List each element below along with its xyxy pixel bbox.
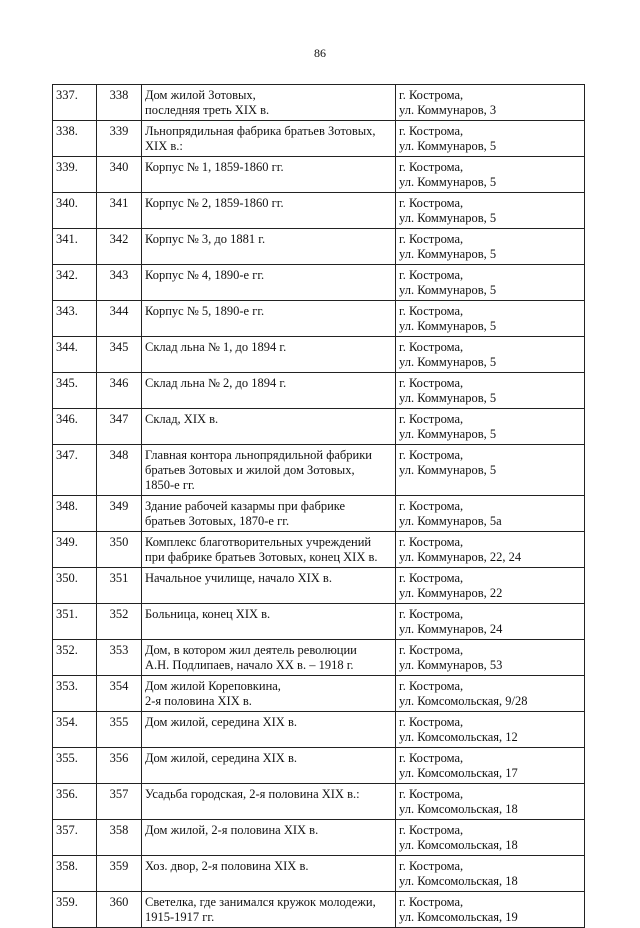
address-cell [396, 892, 585, 928]
address-line: г. Кострома, [399, 571, 464, 585]
object-name-line: Корпус № 5, 1890-е гг. [145, 304, 265, 318]
address-line: г. Кострома, [399, 160, 464, 174]
address-cell [396, 676, 585, 712]
object-id-cell: 354 [97, 676, 142, 712]
address-line: ул. Коммунаров, 22 [399, 586, 503, 600]
address-line: ул. Комсомольская, 19 [399, 910, 518, 924]
table-row [53, 856, 585, 892]
object-name-cell [142, 568, 396, 604]
address-cell [396, 640, 585, 676]
object-id-cell: 348 [97, 445, 142, 496]
address-line: г. Кострома, [399, 268, 464, 282]
object-name-cell [142, 265, 396, 301]
object-name-line: Льнопрядильная фабрика братьев Зотовых, [145, 124, 376, 138]
address-line: ул. Комсомольская, 18 [399, 874, 518, 888]
object-id-cell: 340 [97, 157, 142, 193]
table-row [53, 784, 585, 820]
row-number-cell: 358. [53, 856, 97, 892]
row-number-cell: 349. [53, 532, 97, 568]
address-line: ул. Коммунаров, 5 [399, 283, 497, 297]
row-number-cell: 345. [53, 373, 97, 409]
row-number-cell: 348. [53, 496, 97, 532]
row-number-cell: 359. [53, 892, 97, 928]
address-cell [396, 712, 585, 748]
object-id-cell: 358 [97, 820, 142, 856]
object-name-cell [142, 640, 396, 676]
row-number-cell: 343. [53, 301, 97, 337]
row-number-cell: 341. [53, 229, 97, 265]
table-row [53, 676, 585, 712]
address-line: г. Кострома, [399, 499, 464, 513]
object-name-line: Главная контора льнопрядильной фабрики [145, 448, 372, 462]
object-name-cell [142, 445, 396, 496]
address-line: ул. Комсомольская, 17 [399, 766, 518, 780]
row-number-cell: 339. [53, 157, 97, 193]
address-line: ул. Коммунаров, 5 [399, 463, 497, 477]
table-row [53, 532, 585, 568]
table-row [53, 337, 585, 373]
object-name-cell [142, 373, 396, 409]
address-line: ул. Коммунаров, 5 [399, 247, 497, 261]
object-name-cell [142, 532, 396, 568]
object-name-cell [142, 856, 396, 892]
row-number-cell: 346. [53, 409, 97, 445]
row-number-cell: 355. [53, 748, 97, 784]
table-row [53, 193, 585, 229]
object-id-cell: 349 [97, 496, 142, 532]
address-cell [396, 532, 585, 568]
address-line: г. Кострома, [399, 787, 464, 801]
object-name-cell [142, 409, 396, 445]
table-row [53, 229, 585, 265]
address-line: г. Кострома, [399, 196, 464, 210]
object-name-cell [142, 193, 396, 229]
address-line: г. Кострома, [399, 823, 464, 837]
address-line: ул. Коммунаров, 53 [399, 658, 503, 672]
object-id-cell: 353 [97, 640, 142, 676]
object-name-cell [142, 85, 396, 121]
table-row [53, 892, 585, 928]
address-cell [396, 604, 585, 640]
object-name-line: XIX в.: [145, 139, 183, 153]
address-line: ул. Коммунаров, 24 [399, 622, 503, 636]
table-row [53, 568, 585, 604]
address-line: ул. Комсомольская, 18 [399, 802, 518, 816]
row-number-cell: 344. [53, 337, 97, 373]
table-row [53, 121, 585, 157]
address-cell [396, 229, 585, 265]
row-number-cell: 338. [53, 121, 97, 157]
address-line: г. Кострома, [399, 895, 464, 909]
object-name-line: Корпус № 1, 1859-1860 гг. [145, 160, 284, 174]
object-name-cell [142, 892, 396, 928]
row-number-cell: 352. [53, 640, 97, 676]
address-line: г. Кострома, [399, 679, 464, 693]
object-id-cell: 338 [97, 85, 142, 121]
address-line: г. Кострома, [399, 124, 464, 138]
object-name-line: Хоз. двор, 2-я половина XIX в. [145, 859, 309, 873]
address-line: г. Кострома, [399, 340, 464, 354]
address-cell [396, 568, 585, 604]
object-id-cell: 356 [97, 748, 142, 784]
object-name-line: братьев Зотовых, 1870-е гг. [145, 514, 290, 528]
row-number-cell: 350. [53, 568, 97, 604]
object-id-cell: 350 [97, 532, 142, 568]
row-number-cell: 340. [53, 193, 97, 229]
object-name-cell [142, 784, 396, 820]
address-cell [396, 784, 585, 820]
row-number-cell: 354. [53, 712, 97, 748]
table-row [53, 748, 585, 784]
table-row [53, 604, 585, 640]
address-line: ул. Коммунаров, 5а [399, 514, 502, 528]
address-line: ул. Коммунаров, 5 [399, 175, 497, 189]
object-id-cell: 345 [97, 337, 142, 373]
row-number-cell: 357. [53, 820, 97, 856]
address-line: ул. Коммунаров, 5 [399, 391, 497, 405]
table-row [53, 157, 585, 193]
object-name-line: 2-я половина XIX в. [145, 694, 252, 708]
object-name-cell [142, 712, 396, 748]
address-line: ул. Комсомольская, 18 [399, 838, 518, 852]
object-name-cell [142, 604, 396, 640]
row-number-cell: 351. [53, 604, 97, 640]
object-name-line: 1915-1917 гг. [145, 910, 215, 924]
object-name-line: Дом жилой, середина XIX в. [145, 751, 297, 765]
object-name-cell [142, 748, 396, 784]
address-cell [396, 496, 585, 532]
address-line: г. Кострома, [399, 448, 464, 462]
object-id-cell: 346 [97, 373, 142, 409]
address-line: г. Кострома, [399, 304, 464, 318]
object-name-line: Склад льна № 1, до 1894 г. [145, 340, 287, 354]
object-name-cell [142, 337, 396, 373]
object-name-cell [142, 301, 396, 337]
table-row [53, 640, 585, 676]
heritage-registry-table [52, 84, 585, 928]
table-row [53, 85, 585, 121]
row-number-cell: 347. [53, 445, 97, 496]
address-line: г. Кострома, [399, 751, 464, 765]
address-cell [396, 373, 585, 409]
address-line: г. Кострома, [399, 715, 464, 729]
object-id-cell: 359 [97, 856, 142, 892]
address-cell [396, 445, 585, 496]
table-row [53, 409, 585, 445]
address-cell [396, 337, 585, 373]
address-line: г. Кострома, [399, 859, 464, 873]
address-line: ул. Комсомольская, 12 [399, 730, 518, 744]
address-line: г. Кострома, [399, 607, 464, 621]
address-cell [396, 121, 585, 157]
object-name-line: 1850-е гг. [145, 478, 195, 492]
address-line: ул. Коммунаров, 5 [399, 319, 497, 333]
object-name-line: Корпус № 4, 1890-е гг. [145, 268, 265, 282]
object-name-cell [142, 496, 396, 532]
address-line: ул. Коммунаров, 3 [399, 103, 497, 117]
address-line: г. Кострома, [399, 376, 464, 390]
address-cell [396, 193, 585, 229]
table-row [53, 496, 585, 532]
object-name-line: Больница, конец XIX в. [145, 607, 271, 621]
object-name-line: Начальное училище, начало XIX в. [145, 571, 332, 585]
table-row [53, 445, 585, 496]
object-name-cell [142, 676, 396, 712]
address-line: ул. Комсомольская, 9/28 [399, 694, 528, 708]
address-line: г. Кострома, [399, 535, 464, 549]
address-line: ул. Коммунаров, 5 [399, 211, 497, 225]
object-name-line: Усадьба городская, 2-я половина XIX в.: [145, 787, 360, 801]
table-row [53, 820, 585, 856]
address-line: ул. Коммунаров, 5 [399, 427, 497, 441]
address-cell [396, 748, 585, 784]
object-id-cell: 355 [97, 712, 142, 748]
object-name-cell [142, 820, 396, 856]
object-name-line: Дом жилой Кореповкина, [145, 679, 281, 693]
address-line: ул. Коммунаров, 5 [399, 139, 497, 153]
address-cell [396, 157, 585, 193]
object-name-line: братьев Зотовых и жилой дом Зотовых, [145, 463, 355, 477]
object-name-cell [142, 121, 396, 157]
table-row [53, 265, 585, 301]
object-name-line: Комплекс благотворительных учреждений [145, 535, 372, 549]
object-name-cell [142, 157, 396, 193]
object-name-line: Дом, в котором жил деятель революции [145, 643, 357, 657]
address-line: ул. Коммунаров, 22, 24 [399, 550, 522, 564]
object-id-cell: 351 [97, 568, 142, 604]
row-number-cell: 342. [53, 265, 97, 301]
object-id-cell: 342 [97, 229, 142, 265]
address-line: г. Кострома, [399, 88, 464, 102]
object-name-line: Дом жилой, середина XIX в. [145, 715, 297, 729]
object-name-line: Светелка, где занимался кружок молодежи, [145, 895, 376, 909]
address-cell [396, 409, 585, 445]
address-cell [396, 85, 585, 121]
table-body [53, 85, 585, 928]
object-name-line: Корпус № 3, до 1881 г. [145, 232, 266, 246]
address-line: г. Кострома, [399, 232, 464, 246]
page-number: 86 [314, 46, 326, 60]
object-id-cell: 352 [97, 604, 142, 640]
table-row [53, 301, 585, 337]
object-name-line: при фабрике братьев Зотовых, конец XIX в. [145, 550, 378, 564]
address-line: г. Кострома, [399, 412, 464, 426]
object-name-line: Корпус № 2, 1859-1860 гг. [145, 196, 284, 210]
object-name-line: Склад льна № 2, до 1894 г. [145, 376, 287, 390]
table-row [53, 373, 585, 409]
address-line: г. Кострома, [399, 643, 464, 657]
object-id-cell: 341 [97, 193, 142, 229]
row-number-cell: 356. [53, 784, 97, 820]
object-name-cell [142, 229, 396, 265]
object-name-line: Дом жилой Зотовых, [145, 88, 256, 102]
object-name-line: Здание рабочей казармы при фабрике [145, 499, 346, 513]
row-number-cell: 337. [53, 85, 97, 121]
address-cell [396, 820, 585, 856]
object-id-cell: 339 [97, 121, 142, 157]
object-name-line: последняя треть XIX в. [145, 103, 270, 117]
address-cell [396, 265, 585, 301]
object-id-cell: 360 [97, 892, 142, 928]
object-id-cell: 347 [97, 409, 142, 445]
object-id-cell: 343 [97, 265, 142, 301]
object-name-line: Склад, XIX в. [145, 412, 219, 426]
address-cell [396, 856, 585, 892]
object-name-line: А.Н. Подлипаев, начало XX в. – 1918 г. [145, 658, 354, 672]
address-cell [396, 301, 585, 337]
object-id-cell: 357 [97, 784, 142, 820]
object-name-line: Дом жилой, 2-я половина XIX в. [145, 823, 319, 837]
row-number-cell: 353. [53, 676, 97, 712]
table-row [53, 712, 585, 748]
object-id-cell: 344 [97, 301, 142, 337]
address-line: ул. Коммунаров, 5 [399, 355, 497, 369]
